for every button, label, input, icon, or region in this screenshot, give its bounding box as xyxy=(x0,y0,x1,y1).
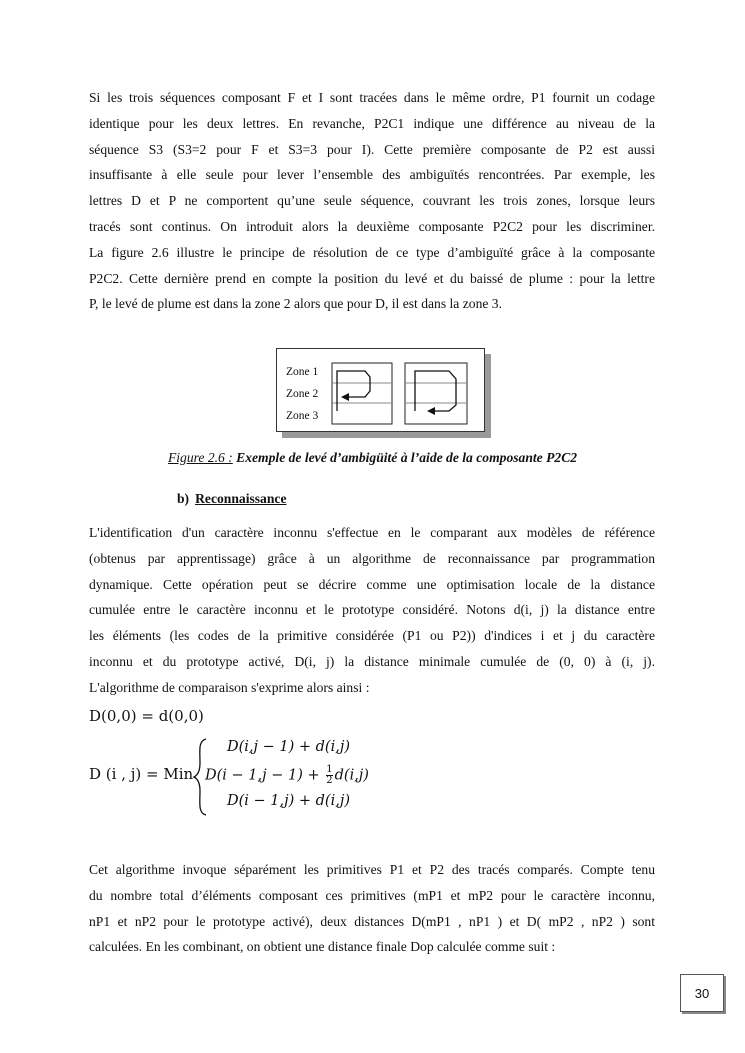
equation-init: D(0,0) = d(0,0) xyxy=(89,707,204,725)
paragraph-algorithm xyxy=(89,857,655,960)
text-line: L'algorithme de comparaison s'exprime alors ainsi : xyxy=(89,679,370,695)
paragraph-recognition xyxy=(89,520,655,701)
letter-p-trace xyxy=(337,371,370,411)
text-line: du nombre total d’éléments composant ces primitives (mP1 et mP2 pour le caractère inconnu, xyxy=(89,887,655,903)
text-line: Cet algorithme invoque séparément les primitives P1 et P2 des tracés comparés. Compte tenu xyxy=(89,862,655,877)
text-line: Si les trois séquences composant F et I sont tracées dans le même ordre, P1 fournit un codage xyxy=(89,90,655,105)
page-number: 30 xyxy=(680,974,724,1012)
text-line: P2C2. Cette dernière prend en compte la position du levé et du baissé de plume : pour la lettre xyxy=(89,270,655,286)
zone-panel-right xyxy=(405,363,467,424)
equation-lhs: D (i , j) = Min xyxy=(89,765,194,783)
text-line: (obtenus par apprentissage) grâce à un algorithme de reconnaissance par programmation xyxy=(89,550,655,566)
paragraph-intro xyxy=(89,85,655,317)
text-line: nP1 et nP2 pour le prototype activé), deux distances D(mP1 , nP1 ) et D( mP2 , nP2 ) sont xyxy=(89,913,655,929)
fraction: $\frac{1}{2}$ xyxy=(326,764,333,786)
figure-zones-diagram xyxy=(276,348,485,432)
zone-label: Zone 1 xyxy=(286,366,319,378)
text-line: P, le levé de plume est dans la zone 2 alors que pour D, il est dans la zone 3. xyxy=(89,296,502,312)
section-marker: b) xyxy=(177,491,190,506)
equation-case-1: D(i,j − 1) + d(i,j) xyxy=(227,739,350,755)
text-line: les éléments (les codes de la primitive considérée (P1 ou P2)) d'indices i et j du caractère xyxy=(89,628,655,644)
letter-trace-diagram xyxy=(277,349,484,431)
equation-case-3: D(i − 1,j) + d(i,j) xyxy=(227,793,350,809)
text-line: lettres D et P ne comportent qu’une seule séquence, couvrant les trois zones, lorsque leurs xyxy=(89,193,655,209)
caption-text: Exemple de levé d’ambigüité à l’aide de la composante P2C2 xyxy=(232,450,578,465)
text-line: La figure 2.6 illustre le principe de résolution de ce type d’ambiguïté grâce à la composante xyxy=(89,244,655,260)
zone-label: Zone 3 xyxy=(286,410,319,422)
zone-label: Zone 2 xyxy=(286,388,319,400)
text-line: séquence S3 (S3=2 pour F et S3=3 pour I). Cette première composante de P2 est aussi xyxy=(89,141,655,157)
text-line: insuffisante à elle seule pour lever l’ensemble des ambiguïtés rencontrées. Par exemple, les xyxy=(89,167,655,183)
section-heading xyxy=(177,491,286,507)
caption-label: Figure 2.6 : xyxy=(167,450,233,465)
zone-panel-left xyxy=(332,363,392,424)
section-title: Reconnaissance xyxy=(195,491,287,506)
text-line: identique pour les deux lettres. En revanche, P2C1 indique une différence au niveau de la xyxy=(89,115,655,131)
figure-caption xyxy=(0,450,745,466)
equation-case-2: D(i − 1,j − 1) + $\frac{1}{2}$ d(i,j) xyxy=(205,764,369,786)
text-line: inconnu et du prototype activé, D(i, j) la distance minimale cumulée de (0, 0) à (i, j). xyxy=(89,653,655,669)
arrow-head xyxy=(427,407,435,415)
text-line: cumulée entre le caractère inconnu et le prototype considéré. Notons d(i, j) la distance entre xyxy=(89,602,655,618)
letter-d-trace xyxy=(415,371,456,411)
text-line: calculées. En les combinant, on obtient une distance finale Dop calculée comme suit : xyxy=(89,939,556,955)
text-line: L'identification d'un caractère inconnu s'effectue en le comparant aux modèles de référence xyxy=(89,525,655,540)
arrow-head xyxy=(341,393,349,401)
text-line: tracés sont continus. On introduit alors la deuxième composante P2C2 pour les discriminer. xyxy=(89,218,655,234)
text-line: dynamique. Cette opération peut se décrire comme une optimisation locale de la distance xyxy=(89,576,655,592)
